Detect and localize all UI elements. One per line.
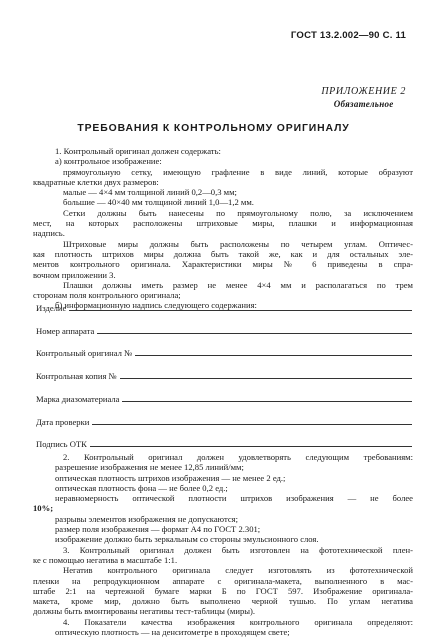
- paragraph-line: оптическую плотность — на денситометре в проходящем свете;: [55, 627, 290, 637]
- paragraph-line: надпись.: [33, 228, 65, 239]
- paragraph-line: кая плотность штрихов миры должна быть такой же, как и для остальных эле-: [33, 248, 413, 259]
- paragraph-line: ментов контрольного оригинала. Характеристики миры № 6 приведены в спра-: [33, 259, 413, 270]
- paragraph-line: 4. Показатели качества изображения контрольного оригинала определяют:: [63, 616, 413, 627]
- paragraph-line: оптическая плотность фона — не более 0,2 ед.;: [55, 482, 228, 493]
- field-label: Дата проверки: [36, 416, 90, 427]
- paragraph-line: Плашки должны иметь размер не менее 4×4 мм и располагаться по трем: [63, 279, 413, 290]
- field-control-copy: [36, 369, 412, 381]
- paragraph-line: Сетки должны быть нанесены по прямоугольному полю, за исключением: [63, 207, 413, 218]
- paragraph-line: оптическая плотность штрихов изображения — не менее 2 ед.;: [55, 472, 286, 483]
- paragraph-line: а) контрольное изображение:: [55, 156, 162, 167]
- paragraph-line: мест, на которых расположены штриховые миры, плашки и информационная: [33, 218, 413, 229]
- paragraph-line: сторонам поля контрольного оригинала;: [33, 290, 181, 301]
- fill-line: [135, 355, 412, 356]
- paragraph-line: размер поля изображения — формат А4 по ГОСТ 2.301;: [55, 524, 261, 535]
- fill-line: [122, 401, 412, 402]
- field-qc-signature: [36, 437, 412, 449]
- paragraph-line: разрывы элементов изображения не допускаются;: [55, 513, 238, 524]
- paragraph-line: пленки на репродукционном аппарате с оригинала-макета, выполненного в мас-: [33, 575, 413, 586]
- appendix-label: ПРИЛОЖЕНИЕ 2: [321, 86, 406, 97]
- standard-header: ГОСТ 13.2.002—90 С. 11: [290, 30, 406, 41]
- paragraph-line: 10%;: [33, 503, 54, 514]
- field-check-date: [36, 415, 412, 427]
- paragraph-line: вочном приложении 3.: [33, 269, 116, 280]
- paragraph-line: разрешение изображения не менее 12,85 линий/мм;: [55, 462, 244, 473]
- section-2: [33, 452, 413, 637]
- field-device-number: [36, 324, 412, 336]
- field-label: Контрольный оригинал №: [36, 347, 133, 358]
- section-1: [33, 146, 413, 311]
- field-label: Контрольная копия №: [36, 370, 117, 381]
- paragraph-line: изображение должно быть зеркальным со стороны эмульсионного слоя.: [55, 534, 319, 545]
- document-title: ТРЕБОВАНИЯ К КОНТРОЛЬНОМУ ОРИГИНАЛУ: [77, 123, 350, 134]
- field-control-original: [36, 346, 412, 358]
- paragraph-line: квадратные клетки двух размеров:: [33, 176, 159, 187]
- fill-line: [69, 310, 412, 311]
- fill-line: [97, 333, 412, 334]
- paragraph-line: малые — 4×4 мм толщиной линий 0,2—0,3 мм;: [63, 187, 237, 198]
- fill-line: [120, 378, 412, 379]
- paragraph-line: Негатив контрольного оригинала следует изготовлять из фототехнической: [63, 565, 413, 576]
- fill-line: [90, 446, 412, 447]
- paragraph-line: б) информационную надпись следующего содержания:: [55, 300, 257, 311]
- paragraph-line: Штриховые миры должны быть расположены по четырем углам. Оптичес-: [63, 238, 413, 249]
- paragraph-line: 1. Контрольный оригинал должен содержать:: [55, 146, 221, 156]
- paragraph-line: 2. Контрольный оригинал должен удовлетворять следующим требованиям:: [63, 452, 413, 462]
- field-diazo-material: [36, 392, 412, 404]
- paragraph-line: неравномерность оптической плотности штрихов изображения — не более: [55, 493, 413, 504]
- paragraph-line: большие — 40×40 мм толщиной линий 1,0—1,2 мм.: [63, 197, 254, 208]
- appendix-status: Обязательное: [333, 99, 394, 109]
- paragraph-line: 3. Контрольный оригинал должен быть изготовлен на фототехнической плен-: [63, 544, 413, 555]
- paragraph-line: штабе 2:1 на чертежной бумаге марки Б по ГОСТ 597. Изображение оригинала-: [33, 585, 413, 596]
- fill-line: [92, 424, 412, 425]
- field-label: Марка диазоматериала: [36, 393, 120, 404]
- paragraph-line: должны быть вмонтированы негативы тест-таблицы (миры).: [33, 606, 256, 617]
- appendix-heading: [321, 86, 406, 110]
- field-label: Изделие: [36, 302, 67, 313]
- paragraph-line: макета, кроме мир, должно быть выполнено черной тушью. По углам негатива: [33, 596, 413, 607]
- field-product: [36, 301, 412, 313]
- paragraph-line: прямоугольную сетку, имеющую графление в виде линий, которые образуют: [63, 166, 413, 177]
- paragraph-line: ке с помощью негатива в масштабе 1:1.: [33, 554, 178, 565]
- field-label: Номер аппарата: [36, 325, 95, 336]
- field-label: Подпись ОТК: [36, 438, 87, 449]
